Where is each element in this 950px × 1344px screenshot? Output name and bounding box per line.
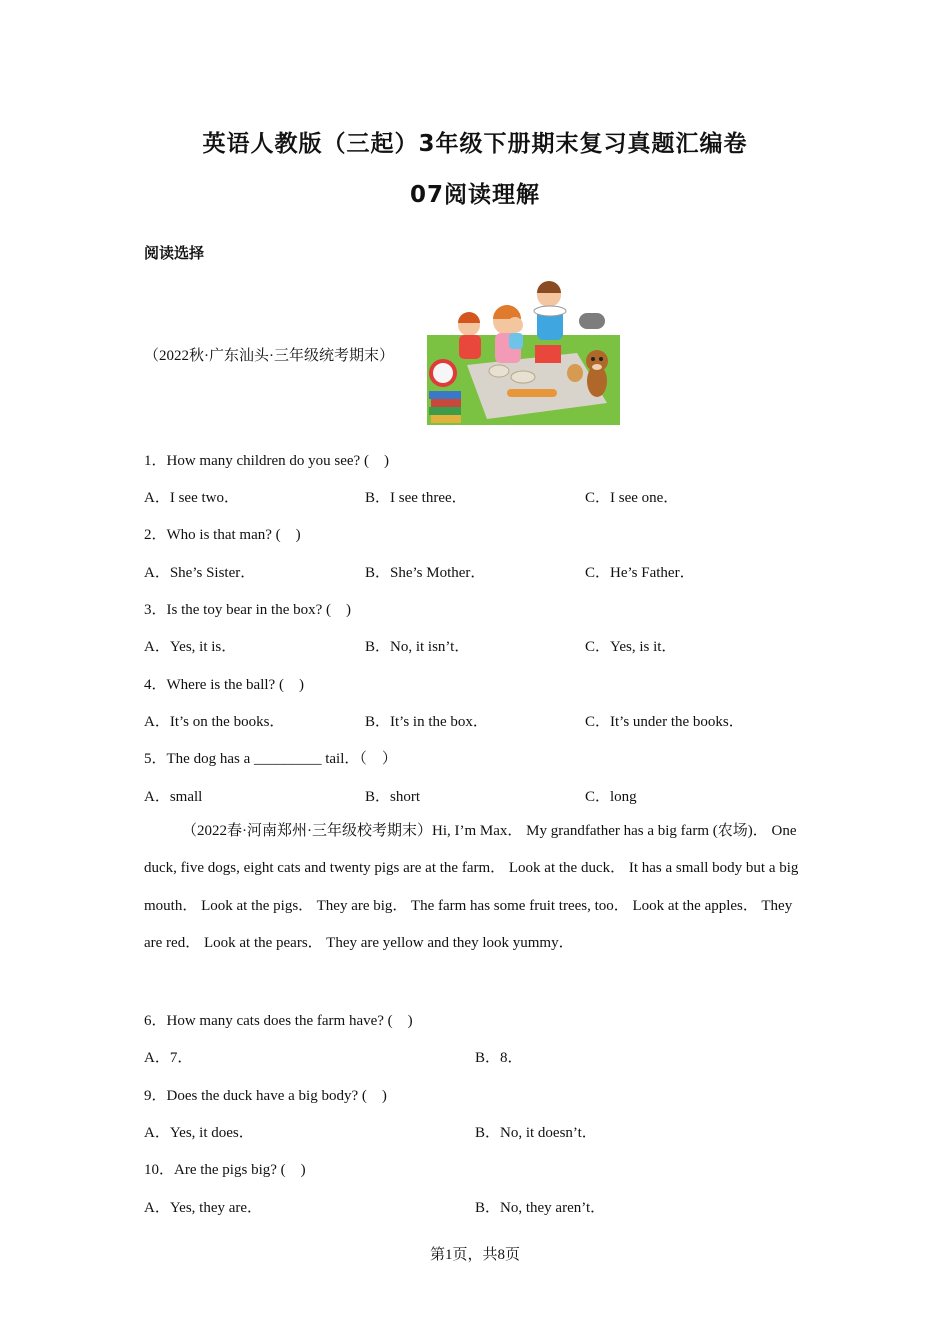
- section-heading: 阅读选择: [144, 244, 205, 262]
- option-a: A．Yes, it does．: [144, 1125, 254, 1141]
- option-b: B．No, it doesn’t．: [475, 1125, 597, 1141]
- option-b: B．It’s in the box．: [365, 714, 488, 730]
- page-subtitle: 07阅读理解: [409, 182, 540, 208]
- option-a: A．small: [144, 789, 203, 805]
- option-c: C．I see one．: [585, 490, 679, 506]
- question-9: 9．Does the duck have a big body? ( ): [144, 1088, 387, 1104]
- option-c: C．long: [585, 789, 637, 805]
- option-b: B．She’s Mother．: [365, 565, 486, 581]
- option-a: A．She’s Sister．: [144, 565, 256, 581]
- option-b: B．No, it isn’t．: [365, 639, 470, 655]
- question-5: 5．The dog has a _________ tail．（ ）: [144, 751, 397, 767]
- option-a: A．Yes, they are．: [144, 1200, 263, 1216]
- question-source: （2022秋·广东汕头·三年级统考期末）: [144, 348, 394, 364]
- page-footer: 第1页，共8页: [429, 1247, 520, 1263]
- question-10: 10．Are the pigs big? ( ): [144, 1162, 306, 1178]
- option-b: B．short: [365, 789, 421, 805]
- option-c: C．Yes, is it．: [585, 639, 677, 655]
- option-a: A．It’s on the books．: [144, 714, 285, 730]
- option-a: A．7．: [144, 1050, 193, 1066]
- option-b: B．No, they aren’t．: [475, 1200, 606, 1216]
- page-title: 英语人教版（三起）3年级下册期末复习真题汇编卷: [202, 131, 748, 157]
- question-3: 3．Is the toy bear in the box? ( ): [144, 602, 352, 618]
- reading-passage: （2022春·河南郑州·三年级校考期末）Hi, I’m Max． My grandfather has a big farm (农场)． One duck, five dogs, eight cats and twenty pigs are at the farm． Look at the duck． It has a small body but a big mouth． Look at the pigs． They are big． The farm has some fruit trees, too． Look at the apples． They are red． Look at the pears． They are yellow and they look yummy．: [144, 823, 799, 951]
- option-b: B．I see three．: [365, 490, 467, 506]
- option-a: A．I see two．: [144, 490, 239, 506]
- option-a: A．Yes, it is．: [144, 639, 237, 655]
- question-4: 4．Where is the ball? ( ): [144, 677, 304, 693]
- question-6: 6．How many cats does the farm have? ( ): [144, 1013, 413, 1029]
- question-1: 1．How many children do you see? ( ): [144, 453, 389, 469]
- option-c: C．It’s under the books．: [585, 714, 744, 730]
- question-2: 2．Who is that man? ( ): [144, 527, 301, 543]
- option-b: B．8．: [475, 1050, 523, 1066]
- picnic-illustration: [427, 273, 620, 427]
- option-c: C．He’s Father．: [585, 565, 695, 581]
